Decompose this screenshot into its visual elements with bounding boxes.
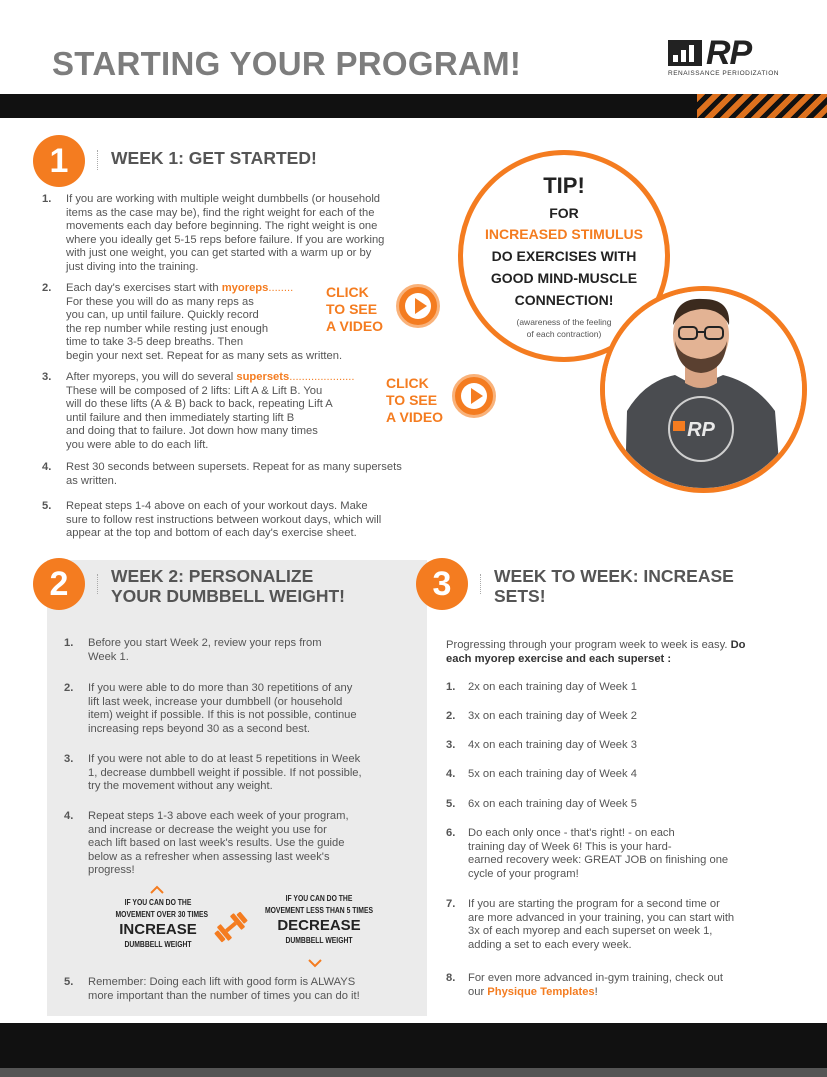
item-lead: Each day's exercises start with <box>66 282 222 294</box>
decrease-sub: DUMBBELL WEIGHT <box>285 936 353 945</box>
bottom-edge <box>0 1068 827 1077</box>
item-line: Remember: Doing each lift with good form is ALWAYS <box>88 976 356 988</box>
item-line: you can, up until failure. Quickly record <box>66 309 259 321</box>
weight-guide <box>108 885 398 970</box>
increase-condition: MOVEMENT OVER 30 TIMES <box>115 910 209 919</box>
coach-photo <box>600 286 807 493</box>
supersets-link[interactable]: supersets <box>236 371 290 383</box>
item-number: 2. <box>446 710 456 722</box>
click-label: A VIDEO <box>386 409 444 425</box>
dotted-leader: ........ <box>268 282 294 294</box>
item-number: 5. <box>42 500 52 512</box>
decrease-condition: MOVEMENT LESS THAN 5 TIMES <box>264 906 374 915</box>
item-line: you were able to do each lift. <box>66 438 209 451</box>
item-line: appear at the top and bottom of each day's exercise sheet. <box>66 527 357 539</box>
physique-templates-link[interactable]: Physique Templates <box>487 985 595 998</box>
tip-line: CONNECTION! <box>514 292 614 308</box>
item-number: 6. <box>446 827 456 839</box>
item-line: and doing that to failure. Jot down how many times <box>66 425 318 437</box>
item-number: 1. <box>64 637 74 649</box>
intro-bold: Do <box>730 639 746 651</box>
item-line: If you were able to do more than 30 repetitions of any <box>88 682 353 694</box>
item-number: 5. <box>64 976 74 988</box>
tip-heading: TIP! <box>543 173 585 198</box>
item-lead: After myoreps, you will do several <box>66 371 237 383</box>
chevron-up-icon <box>150 885 164 894</box>
week2-title-line: WEEK 2: PERSONALIZE <box>111 566 314 586</box>
dumbbell-icon <box>212 910 250 944</box>
item-number: 3. <box>42 371 52 383</box>
item-line: 4x on each training day of Week 3 <box>468 739 637 751</box>
item-line: movements each day before beginning. The right weight is one <box>66 220 378 232</box>
item-line: increasing reps beyond 30 as a second best. <box>88 722 311 735</box>
item-number: 1. <box>446 681 456 693</box>
increase-condition: IF YOU CAN DO THE <box>124 898 192 907</box>
click-label: CLICK <box>386 375 429 391</box>
item-line: where you ideally get 5-15 reps before failure. If you are working <box>66 233 385 246</box>
item-line: each lift based on last week's results. Use the guide <box>88 837 345 849</box>
item-line: begin your next set. Repeat for as many sets as written. <box>66 349 343 362</box>
page-title: STARTING YOUR PROGRAM! <box>52 45 522 82</box>
item-number: 4. <box>446 768 456 780</box>
item-number: 5. <box>446 798 456 810</box>
increase-sub: DUMBBELL WEIGHT <box>124 940 192 949</box>
item-line: If you are starting the program for a second time or <box>468 898 720 910</box>
tip-line: FOR <box>549 205 579 221</box>
play-icon[interactable] <box>452 374 496 418</box>
chevron-down-icon <box>308 959 322 968</box>
click-label: A VIDEO <box>326 318 384 334</box>
click-label: CLICK <box>326 284 369 300</box>
item-line: Do each only once - that's right! - on each <box>468 827 675 839</box>
item-number: 3. <box>64 753 74 765</box>
tip-note: of each contraction) <box>526 329 602 339</box>
orange-stripes <box>697 94 827 118</box>
item-text: ! <box>594 985 598 998</box>
item-line: 3x on each training day of Week 2 <box>468 710 637 722</box>
week3-title-line: WEEK TO WEEK: INCREASE <box>494 566 734 586</box>
item-line: cycle of your program! <box>468 867 579 880</box>
item-line: items as the case may be), find the right weight for each of the <box>66 206 375 219</box>
item-line: Repeat steps 1-3 above each week of your program, <box>88 810 349 822</box>
item-number: 2. <box>64 682 74 694</box>
decrease-condition: IF YOU CAN DO THE <box>285 894 353 903</box>
week3-intro <box>446 639 806 666</box>
top-bar <box>0 94 827 118</box>
item-line: just diving into the training. <box>66 260 199 273</box>
tip-line: DO EXERCISES WITH <box>491 248 637 264</box>
item-line: try the movement without any weight. <box>88 780 273 792</box>
week3-number: 3 <box>416 558 468 610</box>
decrease-label: DECREASE <box>277 917 361 934</box>
week1-title: WEEK 1: GET STARTED! <box>111 148 317 168</box>
item-line: time to take 3-5 deep breaths. Then <box>66 336 244 348</box>
week3-title-line: SETS! <box>494 586 546 606</box>
item-line: For these you will do as many reps as <box>66 295 254 308</box>
item-line: training day of Week 6! This is your hard- <box>468 840 672 853</box>
tip-note: (awareness of the feeling <box>516 317 612 327</box>
item-line: 1, decrease dumbbell weight if possible. If not possible, <box>88 766 362 779</box>
item-number: 1. <box>42 193 52 205</box>
click-label: TO SEE <box>326 301 378 317</box>
item-line: lift last week, increase your dumbbell (or household <box>88 695 343 708</box>
week3-title <box>494 566 734 606</box>
item-line: 5x on each training day of Week 4 <box>468 768 637 780</box>
item-line: with just one weight, you can get started with a warm up or by <box>66 247 372 259</box>
item-line: 2x on each training day of Week 1 <box>468 681 637 693</box>
item-number: 3. <box>446 739 456 751</box>
logo-subtitle: RENAISSANCE PERIODIZATION <box>668 70 779 77</box>
rp-logo <box>668 34 788 82</box>
item-line: earned recovery week: GREAT JOB on finishing one <box>468 854 729 866</box>
week3-divider <box>480 574 481 594</box>
item-line: Before you start Week 2, review your reps from <box>88 637 322 649</box>
tip-highlight: INCREASED STIMULUS <box>485 226 643 242</box>
item-line: Repeat steps 1-4 above on each of your workout days. Make <box>66 500 368 512</box>
rp-bars-icon <box>668 40 702 66</box>
intro-text: Progressing through your program week to week is easy. <box>446 639 731 651</box>
item-line: until failure and then immediately starting lift B <box>66 411 295 424</box>
week2-title-line: YOUR DUMBBELL WEIGHT! <box>111 586 345 606</box>
item-line: below as a refresher when assessing last week's <box>88 850 330 863</box>
coach-illustration <box>605 291 802 488</box>
item-line: These will be composed of 2 lifts: Lift A & Lift B. You <box>66 384 323 397</box>
item-line: progress! <box>88 864 135 876</box>
item-line: are more advanced in your training, you can start with <box>468 911 735 924</box>
item-text: our <box>468 985 488 998</box>
item-line: the rep number while resting just enough <box>66 322 269 335</box>
intro-line <box>446 639 806 653</box>
item-number: 4. <box>64 810 74 822</box>
item-line: adding a set to each every week. <box>468 938 632 951</box>
item-line: 6x on each training day of Week 5 <box>468 798 637 810</box>
item-line: If you were not able to do at least 5 repetitions in Week <box>88 753 361 765</box>
supersets-video-link[interactable] <box>386 375 443 426</box>
week2-title <box>111 566 345 606</box>
item-line: Week 1. <box>88 650 129 663</box>
item-number: 8. <box>446 972 456 984</box>
play-triangle-icon <box>471 388 483 404</box>
dotted-leader: ..................... <box>289 371 355 383</box>
svg-text:RP: RP <box>687 419 715 441</box>
item-line: will do these lifts (A & B) back to back, repeating Lift A <box>66 398 333 410</box>
item-line <box>468 986 808 1000</box>
play-triangle-icon <box>415 298 427 314</box>
week1-number: 1 <box>33 135 85 187</box>
list-item <box>42 193 462 287</box>
week1-list <box>42 193 462 287</box>
item-line: sure to follow rest instructions between workout days, which will <box>66 513 382 526</box>
myoreps-link[interactable]: myoreps <box>221 282 269 294</box>
item-number: 7. <box>446 898 456 910</box>
item-line: For even more advanced in-gym training, check out <box>468 972 723 984</box>
intro-bold: each myorep exercise and each superset : <box>446 652 672 665</box>
logo-text: RP <box>706 34 752 72</box>
item-line: item) weight if possible. If this is not possible, continue <box>88 709 357 721</box>
item-number: 4. <box>42 461 52 473</box>
week2-divider <box>97 574 98 594</box>
item-line: 3x of each myorep and each superset on week 1, <box>468 925 713 937</box>
item-line: and increase or decrease the weight you use for <box>88 823 327 836</box>
week2-number: 2 <box>33 558 85 610</box>
item-number: 2. <box>42 282 52 294</box>
tip-line: GOOD MIND-MUSCLE <box>490 270 638 286</box>
week1-divider <box>97 150 98 170</box>
item-line: Rest 30 seconds between supersets. Repeat for as many supersets <box>66 461 402 473</box>
click-label: TO SEE <box>386 392 438 408</box>
item-line: If you are working with multiple weight dumbbells (or household <box>66 193 381 205</box>
increase-label: INCREASE <box>119 921 197 938</box>
myoreps-video-link[interactable] <box>326 284 383 335</box>
item-line: as written. <box>66 474 117 487</box>
item-line: more important than the number of times you can do it! <box>88 989 360 1002</box>
play-icon[interactable] <box>396 284 440 328</box>
